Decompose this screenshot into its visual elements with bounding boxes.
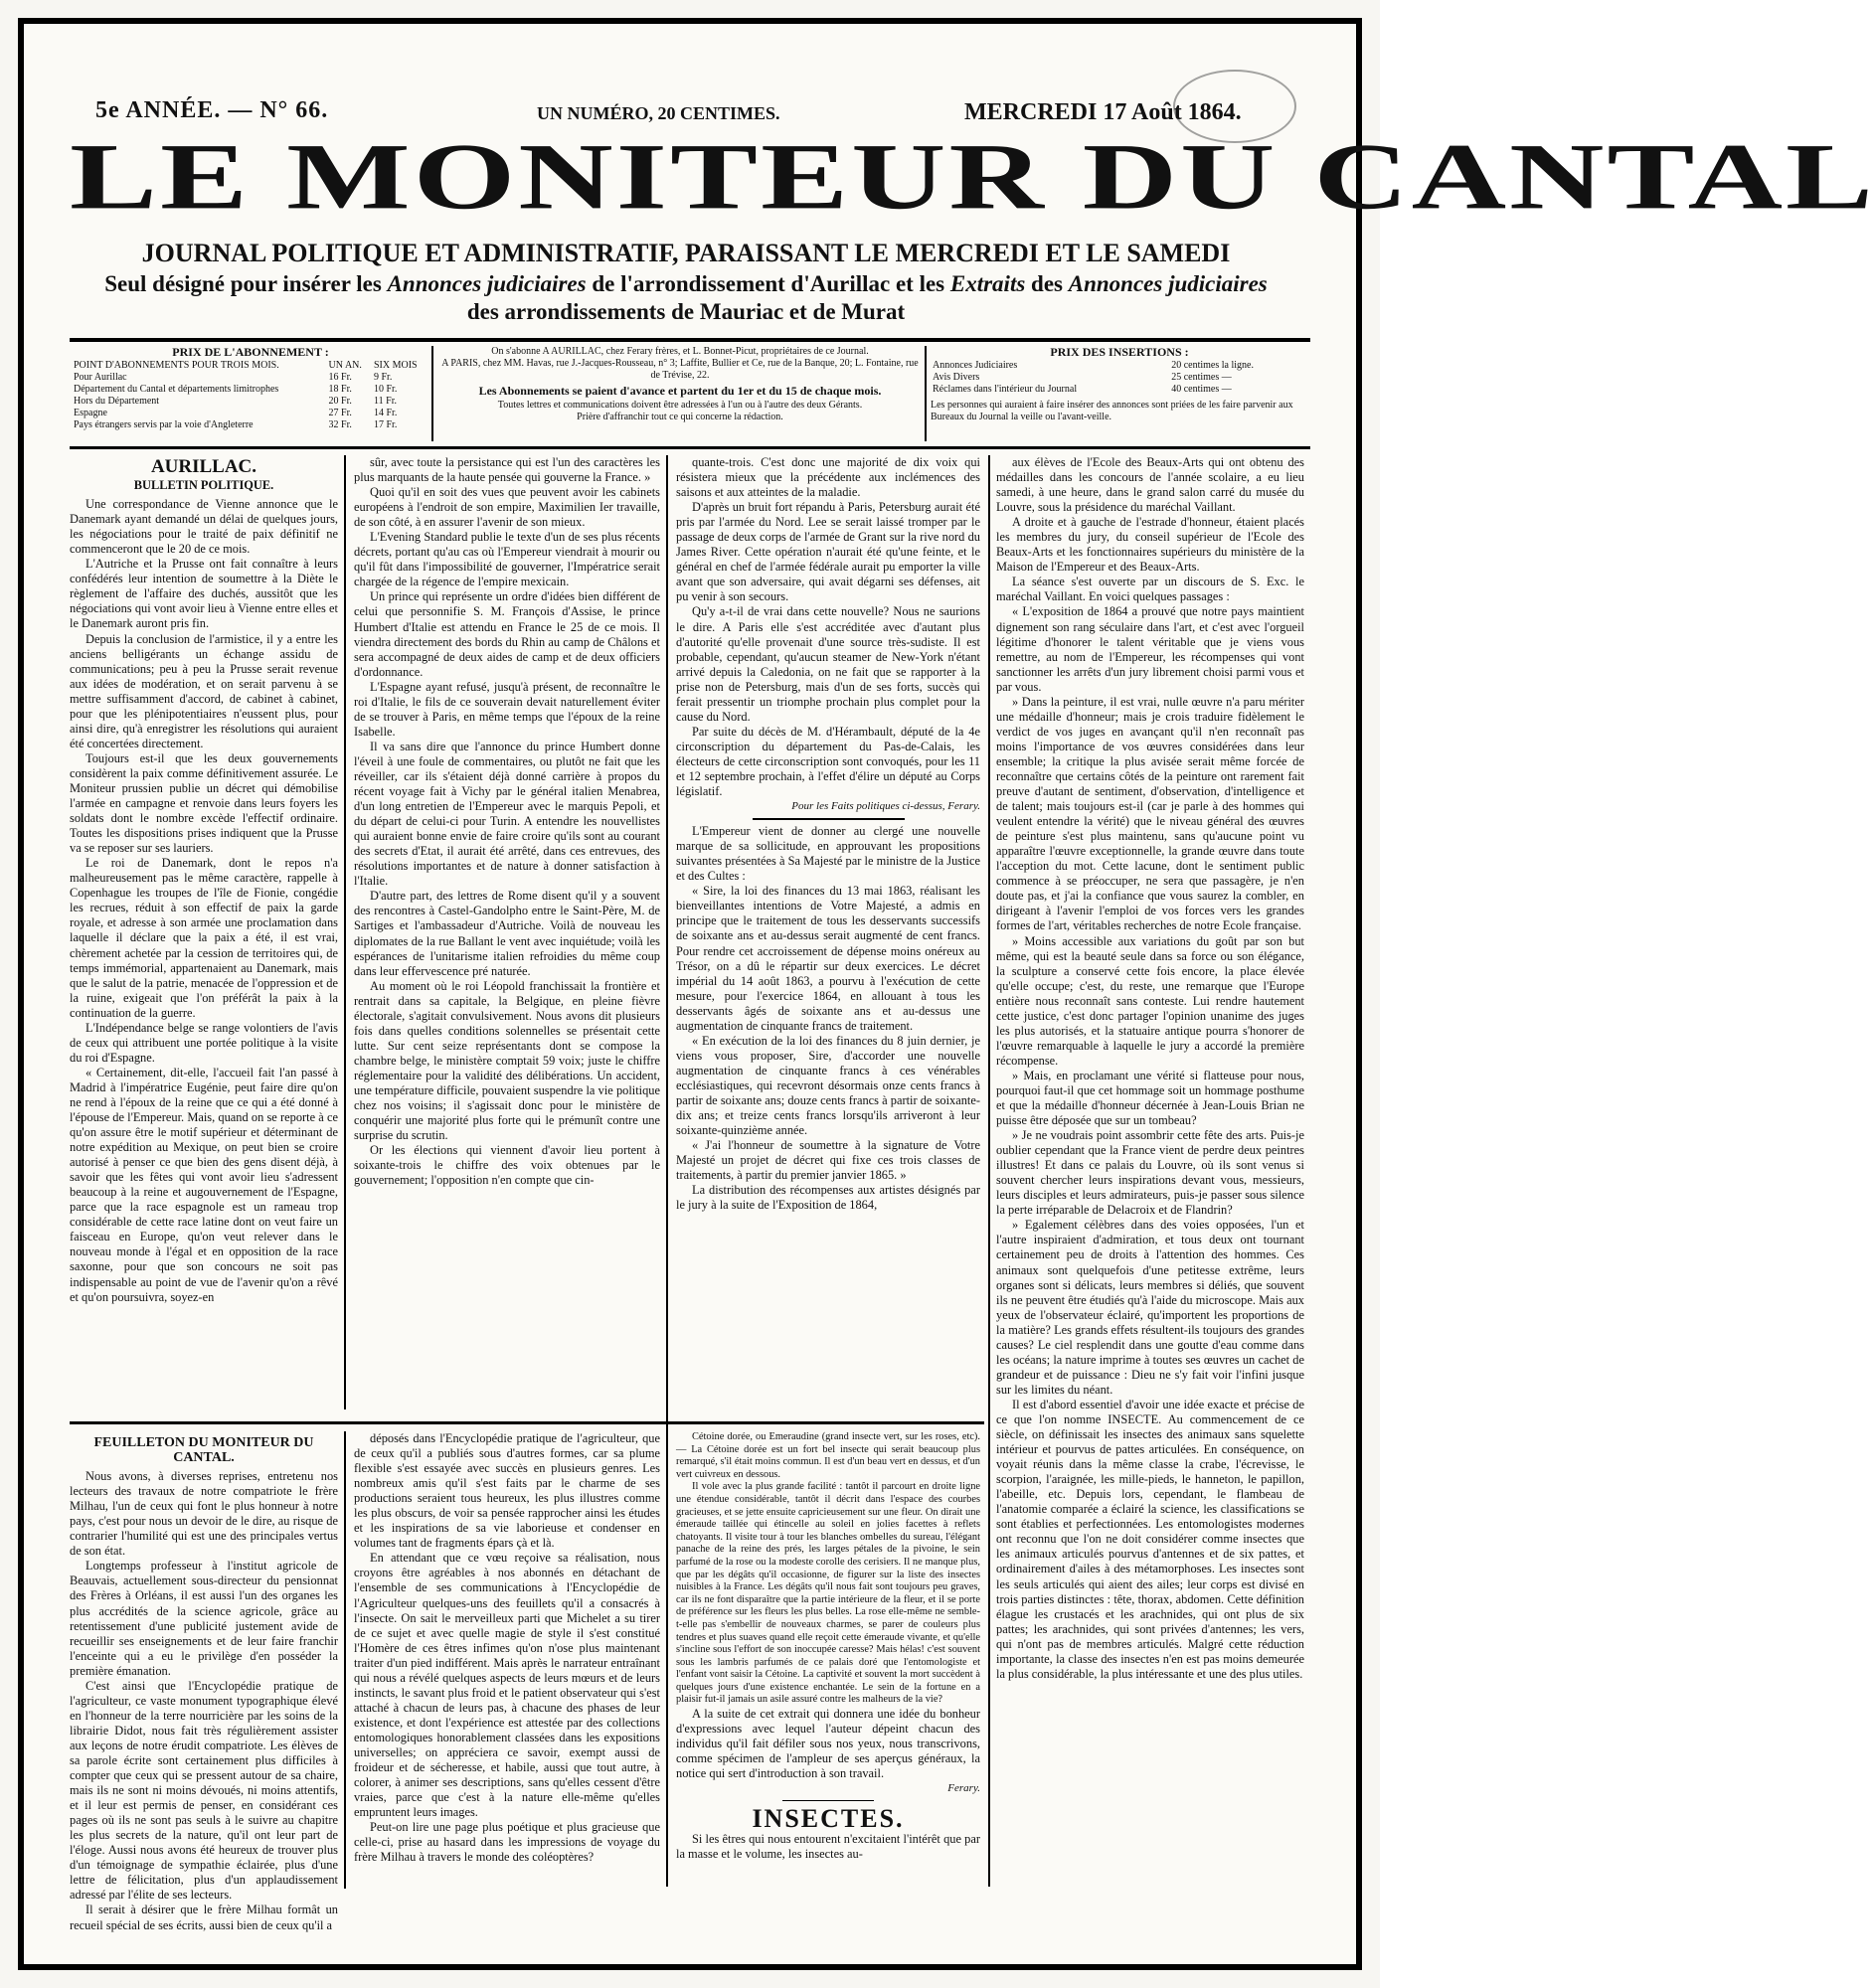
- office-paris-agents: A PARIS, chez MM. Havas, rue J.-Jacques-Rousseau, n° 3; Laffite, Bullier et Ce, rue de la Banque, 20; L. Fontaine, rue de Trévise, 22.: [441, 358, 919, 381]
- paragraph: Il est d'abord essentiel d'avoir une idée exacte et précise de ce que l'on nomme INSECTE. Au commencement de ce siècle, on définissait les insectes des animaux sans squelette intérieur et pourvus de pattes articulées. En conséquence, on voyait réunis dans la même classe la crabe, l'écrevisse, le scorpion, l'araignée, les mille-pieds, le hanneton, le papillon, l'abeille, etc. Depuis lors, cependant, le flambeau de l'anatomie comparée a éclairé la science, les classifications se sont établies et perfectionnées. Les entomologistes modernes ont reconnu que l'on ne doit considérer comme insectes que les animaux articulés pourvus d'antennes et de six pattes, et ordinairement d'ailes à des métamorphoses. Les insectes sont les seuls articulés qui aient des ailes; leur corps est divisé en trois parties distinctes : tête, thorax, abdomen. Cette définition élague les crustacés et les arachnides, qui ont plus de six pattes; les arachnides, qui sont privées d'antennes; les vers, qui n'ont pas de membres articulés. Malgré cette réduction importante, la classe des insectes n'en est pas moins demeurée la plus considérable, la plus intéressante et une des plus utiles.: [996, 1397, 1304, 1681]
- table-cell: POINT D'ABONNEMENTS POUR TROIS MOIS.: [74, 360, 279, 371]
- article-divider: [753, 818, 905, 820]
- table-row: [72, 360, 429, 372]
- table-cell: 40 centimes —: [1171, 384, 1232, 395]
- paragraph: L'Empereur vient de donner au clergé une nouvelle marque de sa sollicitude, en approuvant les propositions suivantes présentées à Sa Majesté par le ministre de la Justice et des Cultes :: [676, 824, 980, 884]
- table-cell: Pour Aurillac: [74, 372, 127, 383]
- issue-number: 5e ANNÉE. — N° 66.: [95, 97, 329, 123]
- table-cell: 17 Fr.: [374, 419, 398, 430]
- feuilleton-column-2: [354, 1431, 660, 1889]
- paragraph: « Sire, la loi des finances du 13 mai 1863, réalisant les bienveillantes intentions de Votre Majesté, a admis en principe que le traitement de tous les desservants successifs de soixante ans et au-dessus serait augmenté de cent francs. Pour rendre cet accroissement de dépense moins onéreux au Trésor, on a dû le répartir sur deux exercices. Le décret impérial du 14 août 1863, a pourvu à l'exécution de cette mesure, pour l'exercice 1864, en allouant à tous les desservants âgés de soixante ans et au-dessus une augmentation de cinquante francs de traitement.: [676, 884, 980, 1033]
- column-1: [70, 455, 338, 1390]
- feuilleton-column-1: [70, 1431, 338, 1932]
- paragraph: » Moins accessible aux variations du goût par son but même, qui est la beauté seule dans sa force ou son élégance, la sculpture a conservé cette fois encore, la place élevée qu'elle occupe; c'est, du reste, une remarque que l'Europe entière nous reconnaît sans conteste. Lui rendre hautement cette justice, c'est donc partager l'opinion unanime des juges les plus autorisés, et la statuaire antique pourra s'honorer de l'œuvre remarquable à laquelle le jury a accordé la première récompense.: [996, 933, 1304, 1068]
- table-cell: Département du Cantal et départements limitrophes: [74, 384, 279, 395]
- subscription-box: [72, 346, 429, 441]
- office-postage-note: Prière d'affranchir tout ce qui concerne la rédaction.: [577, 412, 783, 422]
- paragraph: Toujours est-il que les deux gouvernements considèrent la paix comme définitivement assurée. Le Moniteur prussien publie un décret qui démobilise l'armée en campagne et renvoie dans leurs foyers les soldats dont le nombre excède l'effectif ordinaire. Toutes les dispositions prises indiquent que la Prusse va se reposer sur ses lauriers.: [70, 750, 338, 856]
- table-cell: 20 Fr.: [328, 396, 352, 407]
- office-correspondence: Toutes lettres et communications doivent être adressées à l'un ou à l'autre des deux Gérants.: [497, 400, 863, 411]
- paragraph: Nous avons, à diverses reprises, entretenu nos lecteurs des travaux de notre compatriote le frère Milhau, l'un de ceux qui font le plus honneur à notre pays, c'est pour nous un devoir de le dire, au risque de contrarier l'humilité qui est une des principales vertus de son état.: [70, 1469, 338, 1559]
- table-cell: 25 centimes —: [1171, 372, 1232, 383]
- paragraph: Il va sans dire que l'annonce du prince Humbert donne l'éveil à une foule de commentaires, ou plutôt ne fait que les réveiller, car ils s'étaient déjà donné carrière à propos du récent voyage fait à Vichy par le général italien Menabrea, d'un long entretien de l'Empereur avec le marquis Pepoli, et du départ de celui-ci pour Turin. A entendre les nouvellistes qui auraient bonne envie de faire croire qu'ils sont au courant des secrets d'Etat, il aurait été arrêté, dans ces entrevues, des résolutions importantes et de nature à donner satisfaction à l'Italie.: [354, 739, 660, 889]
- paragraph: Il serait à désirer que le frère Milhau formât un recueil spécial de ses écrits, aussi bien de ceux qu'il a: [70, 1903, 338, 1932]
- table-cell: 16 Fr.: [328, 372, 352, 383]
- paragraph: Depuis la conclusion de l'armistice, il y a entre les anciens belligérants un échange assidu de communications; peu à peu la Prusse serait revenue aux idées de modération, et on serait parvenu à se mettre suffisamment d'accord, de cabinet à cabinet, pour que les plénipotentiaires n'eussent plus, pour ainsi dire, qu'à enregistrer les résolutions qui auraient été concertées directement.: [70, 631, 338, 750]
- feuilleton-title: FEUILLETON DU MONITEUR DU CANTAL.: [93, 1435, 314, 1466]
- table-cell: Hors du Département: [74, 396, 160, 407]
- office-box: [437, 346, 923, 441]
- paragraph: D'après un bruit fort répandu à Paris, Petersburg aurait été pris par l'armée du Nord. Lee se serait laissé tromper par le passage de deux corps de l'armée de Grant sur la rive nord du James River. Cette opération n'aurait été qu'une feinte, et le général en chef de l'armée fédérale aurait pu emporter la ville avant que son adversaire, qui avait dégarni ses défenses, ait pu venir à son secours.: [676, 500, 980, 604]
- paragraph: aux élèves de l'Ecole des Beaux-Arts qui ont obtenu des médailles dans les concours de l'année scolaire, a eu lieu samedi, à une heure, dans le grand salon carré du musée du Louvre, sous la présidence du maréchal Vaillant.: [996, 455, 1304, 515]
- paragraph: Or les élections qui viennent d'avoir lieu portent à soixante-trois le chiffre des voix obtenues par le gouvernement; l'opposition n'en compte que cin-: [354, 1143, 660, 1188]
- paragraph: « J'ai l'honneur de soumettre à la signature de Votre Majesté un projet de décret qui fixe ces trois classes de traitements, à partir du premier janvier 1865. »: [676, 1138, 980, 1183]
- paragraph: Le roi de Danemark, dont le repos n'a malheureusement pas le même caractère, rappelle à Copenhague les troupes de l'île de Fionie, congédie les recrues, réduit à son effectif de paix la garde royale, et adresse à son armée une proclamation dans laquelle il déclare que la paix a été, il est vrai, chèrement achetée par la cession de territoires qui, de temps immémorial, appartenaient au Danemark, mais que le salut de la patrie, menacée de l'oppression et de la ruine, exigeait que l'on préférât la paix à la continuation de la guerre.: [70, 856, 338, 1020]
- table-cell: Réclames dans l'intérieur du Journal: [933, 384, 1078, 395]
- paragraph: D'autre part, des lettres de Rome disent qu'il y a souvent des rencontres à Castel-Gandolpho entre le Saint-Père, M. de Sartiges et l'ambassadeur d'Autriche. Voilà de nouveau les diplomates de la rue Ballant le vent avec inquiétude; voilà les espérances de l'unitarisme italien refroidies du même coup dans leur effervescence pré naturée.: [354, 889, 660, 978]
- paragraph: L'Indépendance belge se range volontiers de l'avis de ceux qui attribuent une portée politique à la visite du roi d'Espagne.: [70, 1020, 338, 1065]
- paragraph: L'Espagne ayant refusé, jusqu'à présent, de reconnaître le roi d'Italie, le fils de ce souverain devait naturellement éviter de se trouver à Paris, en même temps que l'époux de la reine Isabelle.: [354, 679, 660, 739]
- insertions-title: PRIX DES INSERTIONS :: [1050, 345, 1189, 359]
- paragraph: » Egalement célèbres dans des voies opposées, l'un et l'autre inspiraient d'admiration, et tous deux ont tournant certainement peu de droits à l'attention des hommes. Ces animaux sont quelquefois d'une petitesse extrême, leurs organes sont si délicats, leurs membres si déliés, que souvent ils ne peuvent être étudiés qu'à l'aide du microscope. Mais aux yeux de l'observateur éclairé, qu'importent les proportions de la matière? Les grands effets résultent-ils toujours des grandes causes? Le ciel resplendit dans une goutte d'eau comme dans les océans; la nature imprime à toutes ses œuvres un cachet de grandeur et de puissance : Dieu ne s'y fait voir l'infini jusque sur les limites du néant.: [996, 1218, 1304, 1397]
- column-rule: [344, 1431, 346, 1889]
- table-row: [72, 419, 429, 431]
- box-divider: [431, 346, 433, 441]
- paragraph: Peut-on lire une page plus poétique et plus gracieuse que celle-ci, prise au hasard dans les impressions de voyage du frère Milhau à travers le monde des coléoptères?: [354, 1820, 660, 1865]
- table-cell: Annonces Judiciaires: [933, 360, 1018, 371]
- office-paris-line: On s'abonne A AURILLAC, chez Ferary frères, et L. Bonnet-Picut, propriétaires de ce Journal.: [491, 346, 869, 357]
- subscription-title: PRIX DE L'ABONNEMENT :: [172, 345, 329, 359]
- insectes-heading: INSECTES.: [752, 1804, 905, 1834]
- column-3: [676, 455, 980, 1390]
- column-rule: [666, 455, 668, 1887]
- masthead-title: LE MONITEUR DU CANTAL: [70, 123, 1876, 230]
- table-cell: 20 centimes la ligne.: [1171, 360, 1254, 371]
- table-cell: 14 Fr.: [374, 408, 398, 418]
- paragraph: Au moment où le roi Léopold franchissait la frontière et rentrait dans sa capitale, la Belgique, en pleine fièvre électorale, s'agitait convulsivement. Nous avons dit plusieurs fois dans quelles conditions solennelles se présentait cette lutte. Sur cent seize représentants dont se compose la chambre belge, le ministère comptait 59 voix; juste le chiffre réglementaire pour la validité des délibérations. Un accident, une température difficile, pouvaient suspendre la vie politique chez nos voisins; il s'agissait donc pour le ministère de conquérir une majorité plus forte qui le prémunît contre une surprise du scrutin.: [354, 978, 660, 1143]
- box-divider: [925, 346, 927, 441]
- paragraph: Cétoine dorée, ou Emeraudine (grand insecte vert, sur les roses, etc). — La Cétoine dorée est un fort bel insecte qui serait beaucoup plus remarqué, s'il était moins commun. Il est d'un beau vert en dessus, et d'un vert cuivreux en dessous.: [676, 1431, 980, 1480]
- paragraph: A la suite de cet extrait qui donnera une idée du bonheur d'expressions avec lequel l'auteur dépeint chacun des individus qu'il fait défiler sous nos yeux, nous transcrivons, comme spécimen de l'ampleur de ses aperçus généraux, la notice qui sert d'introduction à son travail.: [676, 1707, 980, 1781]
- paragraph: Longtemps professeur à l'institut agricole de Beauvais, actuellement sous-directeur du pensionnat des Frères à Orléans, il est aussi l'un des organes les plus accrédités de la science agricole, grâce au retentissement d'une publicité justement avide de recueillir ses enseignements et de leur faire franchir l'enceinte qui a eu le privilège d'en posséder la première émanation.: [70, 1559, 338, 1678]
- column-rule: [988, 455, 990, 1887]
- paragraph: A droite et à gauche de l'estrade d'honneur, étaient placés les membres du jury, du conseil supérieur de l'Ecole des Beaux-Arts et les fonctionnaires supérieurs du ministère de la Maison de l'Empereur et des Beaux-Arts.: [996, 515, 1304, 575]
- table-cell: UN AN.: [328, 360, 362, 371]
- paragraph: La distribution des récompenses aux artistes désignés par le jury à la suite de l'Exposition de 1864,: [676, 1183, 980, 1213]
- section-title-aurillac: AURILLAC.: [150, 456, 257, 477]
- paragraph: » Dans la peinture, il est vrai, nulle œuvre n'a paru mériter une médaille d'honneur; mais je crois traduire fidèlement le verdict de vos juges en avançant qu'il n'en reconnaît pas moins l'importance de vos œuvres considérées dans leur ensemble; la critique la plus avisée serait même forcée de reconnaître que certains côtés de la peinture ont rarement fait preuve d'autant de sentiment, d'observation, d'intelligence et de talent; mais toujours est-il (car je parle à des hommes qui veulent entendre la vérité) que le niveau général des œuvres de peinture s'est plus maintenu, sans qu'aucune point vu apparaître l'œuvre exceptionnelle, la grande œuvre dans toute l'acception du mot. Cette lacune, dont le sentiment public commence à se préoccuper, ne sera que passagère, je n'en doute pas, et j'ai la confiance que vous saurez la combler, en dirigeant à l'avenir l'emploi de vos forces vers les grandes formes de l'art, véritables recherches de notre Ecole française.: [996, 694, 1304, 933]
- table-row: [72, 408, 429, 419]
- table-row: [931, 372, 1308, 384]
- paragraph: Il vole avec la plus grande facilité : tantôt il parcourt en droite ligne une étendue considérable, tantôt il décrit dans l'espace des courbes gracieuses, et se jette ensuite capricieusement sur une fleur. On dirait une émeraude taillée qui étincelle au soleil en jolies facettes à reflets chatoyants. Il visite tour à tour les blanches ombelles du sureau, l'élégant panache de la reine des prés, les larges pétales de la pivoine, le sein parfumé de la rose ou la modeste corolle des cerisiers. Il ne manque plus, que par les dégâts qu'il occasionne, de figurer sur la liste des insectes nuisibles à la France. Les dégâts qu'il nous fait sont toujours peu graves, car ils ne font disparaître que la partie intérieure de la fleur, et il se porte de préférence sur les fleurs les plus belles. La rose elle-même ne semble-t-elle pas s'embellir de nouveaux charmes, se parer de couleurs plus tendres et plus suaves quand elle reçoit cette émeraude vivante, et qu'elle s'incline sous l'effort de son inoccupée caresse? Mais hélas! c'est souvent sous les lambris parfumés de ce palais doré que l'entomologiste et l'enfant vont saisir la Cétoine. La captivité et souvent la mort succèdent à quelques jours d'une existence enchantée. Le sein de la fortune en a plaisir fut-il jamais un asile assuré contre les malheurs de la vie?: [676, 1481, 980, 1706]
- table-row: [931, 360, 1308, 372]
- table-cell: 18 Fr.: [328, 384, 352, 395]
- insertions-box: [931, 346, 1308, 441]
- header-rule-top: [70, 338, 1310, 342]
- section-subtitle-bulletin: BULLETIN POLITIQUE.: [133, 478, 274, 493]
- paragraph: quante-trois. C'est donc une majorité de dix voix qui résistera mieux que la précédente aux inclémences des saisons et aux atteintes de la maladie.: [676, 455, 980, 500]
- paragraph: déposés dans l'Encyclopédie pratique de l'agriculteur, que de ceux qu'il a publiés sous d'autres formes, car sa plume flexible s'est essayée avec succès en plusieurs genres. Les nombreux amis qu'il s'est faits par le charme de ses productions seraient tous heureux, les plus illustres comme les plus obscurs, de voir sa pensée rapprocher ainsi les études et les inspirations de sa vie laborieuse et condenser en volumes tant de fragments épars çà et là.: [354, 1431, 660, 1551]
- paragraph: Un prince qui représente un ordre d'idées bien différent de celui que personnifie S. M. François d'Assise, le prince Humbert d'Italie est attendu en France le 25 de ce mois. Il viendra directement des bords du Rhin au camp de Châlons et sera accompagné de deux aides de camp et de deux officiers d'ordonnance.: [354, 589, 660, 679]
- table-cell: SIX MOIS: [374, 360, 418, 371]
- paragraph: C'est ainsi que l'Encyclopédie pratique de l'agriculteur, ce vaste monument typographique élevé en l'honneur de la terre nourricière par les soins de la librairie Didot, nous fait très régulièrement assister aux leçons de notre érudit compatriote. Les élèves de sa parole écrite sont certainement plus difficiles à compter que ceux qui se pressent autour de sa chaire, mais ils ne sont ni moins dévoués, ni moins attentifs, et il leur est permis de penser, en considérant ces pages où ils ne sont pas seuls à le suivre au chapitre les plus secrets de la nature, qu'il ont leur part de l'éloge. Aussi nous avons été heureux de trouver plus d'un témoignage de sympathie éclairée, plus d'une lettre de félicitation, plus d'un applaudissement adressé par l'élite de ses lecteurs.: [70, 1678, 338, 1903]
- feuilleton-column-3: [676, 1431, 980, 1889]
- column-4: [996, 455, 1304, 1887]
- table-cell: 9 Fr.: [374, 372, 393, 383]
- paragraph: La séance s'est ouverte par un discours de S. Exc. le maréchal Vaillant. En voici quelques passages :: [996, 575, 1304, 604]
- feuilleton-rule: [70, 1421, 984, 1424]
- paragraph: L'Autriche et la Prusse ont fait connaître à leurs confédérés leur intention de soumettre à la Diète le règlement de l'affaire des duchés, aussitôt que les négociations qui vont avoir lieu à Vienne entre elles et le Danemark auront pris fin.: [70, 557, 338, 631]
- header-rule-bottom: [70, 446, 1310, 449]
- article-signature: Ferary.: [947, 1782, 980, 1795]
- table-row: [931, 384, 1308, 396]
- paragraph: » Je ne voudrais point assombrir cette fête des arts. Puis-je oublier cependant que la France vient de perdre deux peintres illustres! Et dans ce palais du Louvre, où ils sont venus si souvent chercher leurs inspirations devant vous, messieurs, leurs disciples et leurs admirateurs, puis-je passer sous silence la perte irréparable de Delacroix et de Flandrin?: [996, 1128, 1304, 1218]
- paragraph: Quoi qu'il en soit des vues que peuvent avoir les cabinets européens à l'endroit de son empire, Maximilien Ier travaille, de son côté, à en assurer l'avenir de son mieux.: [354, 485, 660, 530]
- paragraph: Par suite du décès de M. d'Hérambault, député de la 4e circonscription du département du Pas-de-Calais, les électeurs de cette circonscription sont convoqués, pour les 11 et 12 septembre prochain, à l'effet d'élire un député au Corps législatif.: [676, 724, 980, 799]
- subscription-table: [72, 360, 429, 431]
- paragraph: Si les êtres qui nous entourent n'excitaient l'intérêt que par la masse et le volume, les insectes au-: [676, 1832, 980, 1862]
- paragraph: » Mais, en proclamant une vérité si flatteuse pour nous, pourquoi faut-il que cet hommage soit un hommage posthume et que la médaille d'honneur décernée à Jean-Louis Brian ne puisse être déposée que sur un tombeau?: [996, 1068, 1304, 1128]
- masthead-subtitle: JOURNAL POLITIQUE ET ADMINISTRATIF, PARAISSANT LE MERCREDI ET LE SAMEDI: [141, 239, 1231, 267]
- table-row: [72, 372, 429, 384]
- issue-date: MERCREDI 17 Août 1864.: [964, 99, 1242, 125]
- office-payment-terms: Les Abonnements se paient d'avance et partent du 1er et du 15 de chaque mois.: [478, 384, 882, 398]
- table-row: [72, 396, 429, 408]
- table-cell: 11 Fr.: [374, 396, 397, 407]
- table-row: [72, 384, 429, 396]
- insertions-table: [931, 360, 1308, 396]
- table-cell: 10 Fr.: [374, 384, 398, 395]
- paragraph: Qu'y a-t-il de vrai dans cette nouvelle? Nous ne saurions le dire. A Paris elle s'est accréditée avec d'autant plus d'autorité qu'elle provenait d'une source très-sudiste. Il est probable, cependant, qu'aucun steamer de New-York n'étant arrivé depuis la Caledonia, on ne fait que se rapporter à la prise non de Petersburg, mais d'un de ses forts, succès qui ferait pressentir un triomphe prochain plus complet pour la cause du Nord.: [676, 604, 980, 724]
- paragraph: Une correspondance de Vienne annonce que le Danemark ayant demandé un délai de quelques jours, les négociations pour le traité de paix définitif ne commenceront que le 20 de ce mois.: [70, 497, 338, 557]
- table-cell: 32 Fr.: [328, 419, 352, 430]
- paragraph: sûr, avec toute la persistance qui est l'un des caractères les plus marquants de la haute pensée qui gouverne la France. »: [354, 455, 660, 485]
- paragraph: En attendant que ce vœu reçoive sa réalisation, nous croyons être agréables à nos abonnés en détachant de l'ensemble de ses communications à l'Encyclopédie de l'Agriculteur quelques-uns des feuillets qu'il a consacrés à l'insecte. On sait le merveilleux parti que Michelet a su tirer de ce sujet et avec quelle magie de style il s'est constitué l'Homère de ces êtres infimes qu'on n'ose plus maintenant traiter d'un pied indifférent. Mais après le narrateur entraînant qui nous a révélé quelques aspects de leurs mœurs et de leurs instincts, le savant plus froid et le patient observateur qui s'est attaché à chacun de leurs pas, à chacune des phases de leur existence, et dont l'expérience est attestée par des collections entomologiques honorablement classées dans les expositions universelles; on appréciera ce savoir, exempt aussi de froideur et de sécheresse, et habile, aussi que tout autre, à colorer, à animer ses descriptions, sans qu'elles cessent d'être vraies, parce que c'est à la nature elle-même qu'elles empruntent leurs images.: [354, 1551, 660, 1820]
- paragraph: « L'exposition de 1864 a prouvé que notre pays maintient dignement son rang séculaire dans l'art, et c'est avec l'orgueil légitime d'honorer le talent véritable que je viens vous remettre, au nom de l'Empereur, les récompenses qui vont sanctionner les arrêts d'un jury librement choisi parmi vous et par vous.: [996, 604, 1304, 694]
- paragraph: L'Evening Standard publie le texte d'un de ses plus récents décrets, portant qu'au cas où l'Empereur viendrait à mourir ou qu'il fût dans l'impossibilité de gouverner, l'Impératrice serait chargée de la régence de l'empire mexicain.: [354, 530, 660, 589]
- paragraph: « Certainement, dit-elle, l'accueil fait l'an passé à Madrid à l'impératrice Eugénie, peut faire dire qu'on ne rend à l'époux de la reine que ce qui a été donné à l'épouse de l'Empereur. Mais, quand on se reporte à ce qu'on assure être le motif supérieur et déterminant de notre expédition au Mexique, on peut bien se croire autorisé à penser ce que bien des gens disent déjà, à savoir que les fêtes qui vont avoir lieu s'adressent beaucoup à la reine et augouvernement de l'Espagne, parce que la race espagnole est un rameau trop considérable de cette race latine dont on veut faire un faisceau en Europe, qu'on veut relever dans le nouveau monde à l'égal et en opposition de la race saxonne, pour que son concours ne soit pas indispensable au point de vue de l'avenir qu'on a rêvé et qu'on poursuivra, soyez-en: [70, 1065, 338, 1304]
- table-cell: Avis Divers: [933, 372, 980, 383]
- article-divider: [782, 1800, 874, 1801]
- paragraph: « En exécution de la loi des finances du 8 juin dernier, je viens vous proposer, Sire, d'accorder une nouvelle augmentation de cinquante francs à ces vénérables ecclésiastiques, qui recevront désormais onze cents francs à partir de soixante ans; douze cents francs à partir de soixante-dix ans; et treize cents francs lorsqu'ils arriveront à leur soixante-quinzième année.: [676, 1033, 980, 1138]
- column-2: [354, 455, 660, 1390]
- table-cell: 27 Fr.: [328, 408, 352, 418]
- column-rule: [344, 455, 346, 1409]
- insertions-note: Les personnes qui auraient à faire insérer des annonces sont priées de les faire parvenir aux Bureaux du Journal la veille ou l'avant-veille.: [931, 400, 1293, 422]
- issue-price: UN NUMÉRO, 20 CENTIMES.: [537, 103, 780, 123]
- table-cell: Pays étrangers servis par la voie d'Angleterre: [74, 419, 254, 430]
- article-signature: Pour les Faits politiques ci-dessus, Ferary.: [791, 800, 980, 813]
- legal-designation: Seul désigné pour insérer les Annonces judiciaires de l'arrondissement d'Aurillac et les Extraits des Annonces judiciaires des arrondissements de Mauriac et de Murat: [104, 271, 1268, 324]
- table-cell: Espagne: [74, 408, 107, 418]
